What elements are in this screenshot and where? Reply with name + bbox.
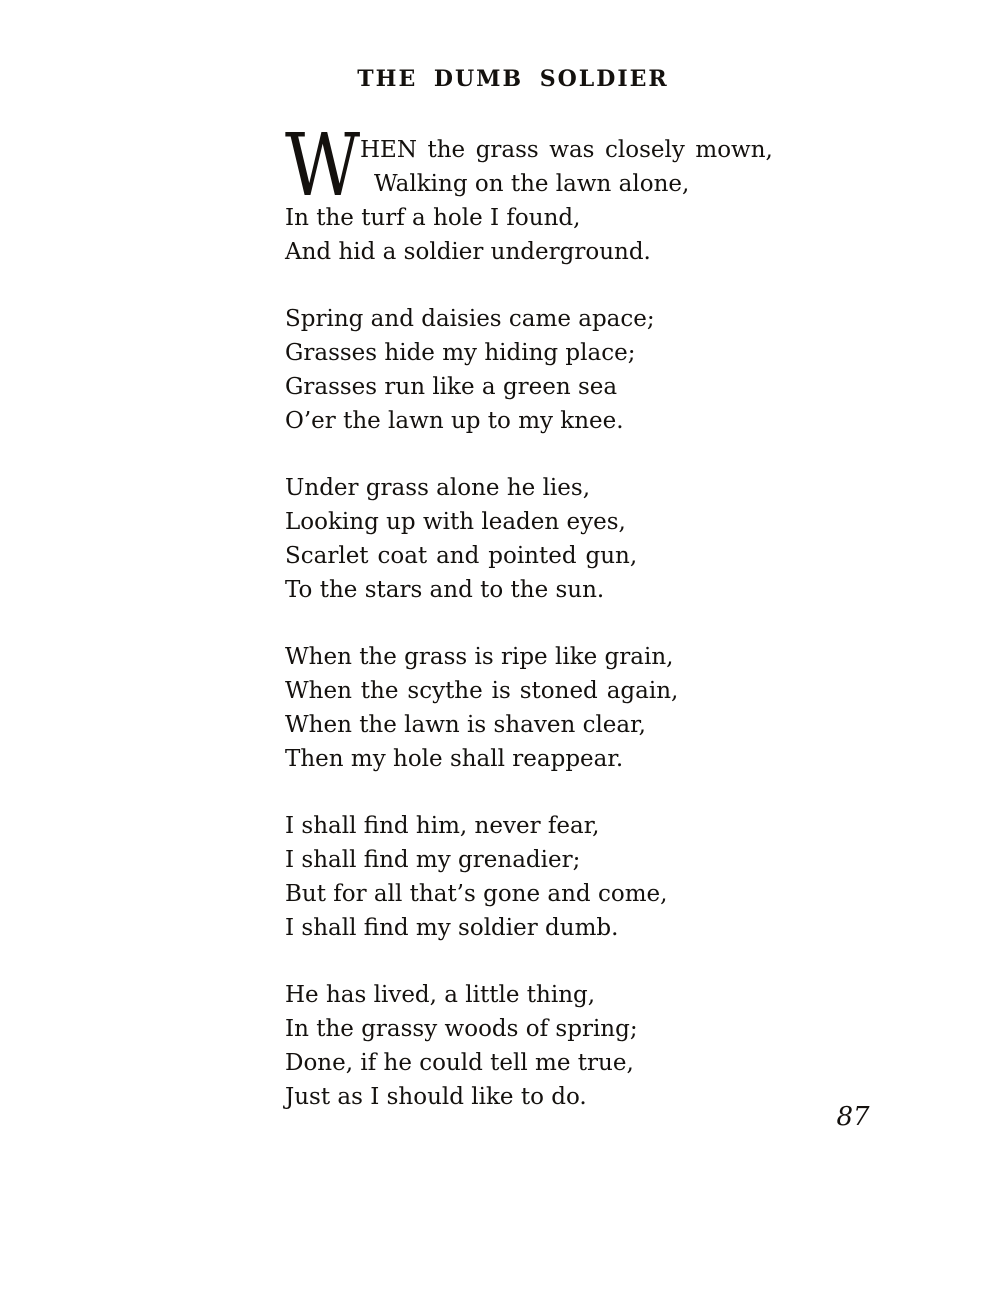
poem-line: Grasses hide my hiding place; (285, 340, 636, 366)
poem-line: Then my hole shall reappear. (285, 746, 624, 772)
poem-line: Walking on the lawn alone, (374, 171, 690, 197)
poem-line: I shall find my soldier dumb. (285, 915, 619, 941)
poem-line: And hid a soldier underground. (285, 239, 651, 265)
stanza-1 (285, 116, 773, 269)
drop-cap-letter: W (285, 116, 361, 216)
poem-line: O’er the lawn up to my knee. (285, 408, 624, 434)
page-number: 87 (836, 1102, 870, 1132)
poem-line: Grasses run like a green sea (285, 374, 618, 400)
poem-line: In the grassy woods of spring; (285, 1016, 638, 1042)
stanza-5 (285, 809, 755, 945)
poem-line: Just as I should like to do. (285, 1084, 587, 1110)
poem-line: When the grass is ripe like grain, (285, 644, 674, 670)
poem-line: He has lived, a little thing, (285, 982, 596, 1008)
drop-cap (285, 116, 361, 216)
poem-line: When the scythe is stoned again, (285, 678, 679, 704)
poem-line: Scarlet coat and pointed gun, (285, 543, 638, 569)
poem-line: HEN the grass was closely mown, (360, 137, 773, 163)
poem-line: In the turf a hole I found, (285, 205, 581, 231)
stanza-6 (285, 978, 755, 1114)
poem-line: I shall find him, never fear, (285, 813, 600, 839)
stanza-2 (285, 302, 755, 438)
poem-line: Done, if he could tell me true, (285, 1050, 634, 1076)
poem-line: Spring and daisies came apace; (285, 306, 655, 332)
poem-line: When the lawn is shaven clear, (285, 712, 646, 738)
poem-line: But for all that’s gone and come, (285, 881, 668, 907)
poem-line: I shall find my grenadier; (285, 847, 581, 873)
poem-line: To the stars and to the sun. (285, 577, 605, 603)
poem-title: THE DUMB SOLDIER (357, 66, 669, 92)
poem-line: Under grass alone he lies, (285, 475, 591, 501)
poem-body (285, 116, 773, 1147)
poem-line: Looking up with leaden eyes, (285, 509, 626, 535)
stanza-3 (285, 471, 755, 607)
stanza-4 (285, 640, 755, 776)
